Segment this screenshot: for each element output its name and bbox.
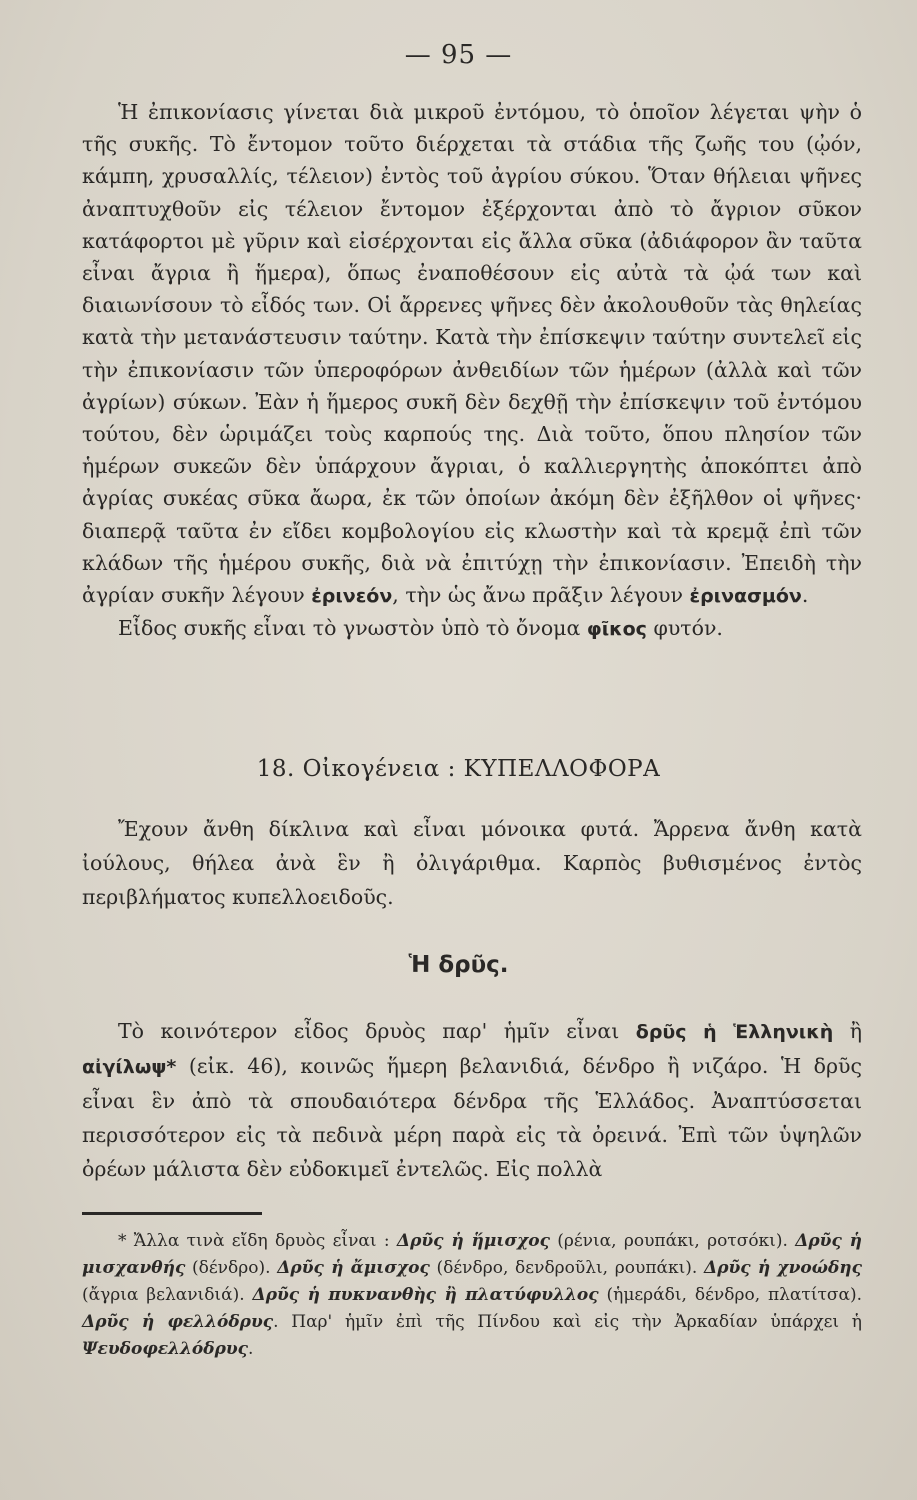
paragraph-pollination	[82, 96, 862, 612]
paragraph-text: .	[801, 583, 809, 608]
paragraph-text: Τὸ κοινότερον εἶδος δρυὸς παρ' ἡμῖν εἶναι	[118, 1019, 636, 1043]
footnote-text: (ἄγρια βελανιδιά).	[82, 1285, 253, 1305]
paragraph-text: , τὴν ὡς ἄνω πρᾶξιν λέγουν	[392, 583, 690, 608]
term-greek-oak: δρῦς ἡ Ἑλληνικὴ	[635, 1021, 834, 1043]
footnote-text: (ἡμεράδι, δένδρο, πλατίτσα).	[598, 1285, 863, 1305]
footnote-term: Δρῦς ἡ μισχανθής	[82, 1231, 863, 1278]
footnote-term: Δρῦς ἡ ἥμισχος	[396, 1231, 550, 1251]
footnote-text: (δένδρο).	[185, 1258, 278, 1278]
footnote-text: . Παρ' ἡμῖν ἐπὶ τῆς Πίνδου καὶ εἰς τὴν Ἀρκαδίαν ὑπάρχει ἡ	[273, 1312, 862, 1332]
footnote-text: (ρένια, ρουπάκι, ροτσόκι).	[549, 1231, 796, 1251]
footnote-term: Δρῦς ἡ φελλόδρυς	[82, 1312, 274, 1332]
page-number: — 95 —	[404, 40, 513, 70]
term-aigilops: αἰγίλωψ*	[82, 1056, 177, 1078]
paragraph-text: Εἶδος συκῆς εἶναι τὸ γνωστὸν ὑπὸ τὸ ὄνομα	[118, 616, 587, 641]
section-description	[82, 812, 862, 914]
footnote	[82, 1228, 862, 1363]
section-text: Ἔχουν ἄνθη δίκλινα καὶ εἶναι μόνοικα φυτά. Ἄρρενα ἄνθη κατὰ ἰούλους, θήλεα ἀνὰ ἓν ἢ ὀλιγάριθμα. Καρπὸς βυθισμένος ἐντὸς περιβλήματος κυπελλοειδοῦς.	[82, 817, 862, 909]
main-text	[82, 96, 862, 645]
paragraph-oak	[82, 1014, 862, 1186]
footnote-text: (δένδρο, δενδροῦλι, ρουπάκι).	[429, 1258, 705, 1278]
footnote-term: Ψευδοφελλόδρυς	[82, 1339, 249, 1359]
footnote-term: Δρῦς ἡ πυκνανθὴς ἢ πλατύφυλλος	[252, 1285, 599, 1305]
paragraph-text: (εἰκ. 46), κοινῶς ἥμερη βελανιδιά, δένδρο ἢ νιζάρο. Ἡ δρῦς εἶναι ἓν ἀπὸ τὰ σπουδαιότερα δένδρα τῆς Ἑλλάδος. Ἀναπτύσσεται περισσότερον εἰς τὰ πεδινὰ μέρη παρὰ εἰς τὰ ὀρεινά. Ἐπὶ τῶν ὑψηλῶν ὀρέων μάλιστα δὲν εὐδοκιμεῖ ἐντελῶς. Εἰς πολλὰ	[82, 1054, 862, 1181]
subheading-oak: Ἡ δρῦς.	[408, 952, 509, 978]
paragraph-text: ἢ	[833, 1019, 862, 1043]
footnote-term: Δρῦς ἡ ἄμισχος	[277, 1258, 430, 1278]
footnote-divider	[82, 1212, 262, 1215]
footnote-term: Δρῦς ἡ χνοώδης	[704, 1258, 862, 1278]
paragraph-text: φυτόν.	[646, 616, 723, 641]
term-fikos: φῖκος	[586, 618, 647, 641]
footnote-text: .	[248, 1339, 254, 1359]
section-heading: 18. Οἰκογένεια : ΚΥΠΕΛΛΟΦΟΡΑ	[256, 756, 661, 782]
term-erineon: ἐρινεόν	[311, 585, 393, 608]
footnote-text: * Ἄλλα τινὰ εἴδη δρυὸς εἶναι :	[118, 1231, 397, 1251]
term-erinasmon: ἐρινασμόν	[689, 585, 802, 608]
paragraph-text: Ἡ ἐπικονίασις γίνεται διὰ μικροῦ ἐντόμου, τὸ ὁποῖον λέγεται ψὴν ὁ τῆς συκῆς. Τὸ ἔντομον τοῦτο διέρχεται τὰ στάδια τῆς ζωῆς του (ᾠόν, κάμπη, χρυσαλλίς, τέλειον) ἐντὸς τοῦ ἀγρίου σύκου. Ὅταν θήλειαι ψῆνες ἀναπτυχθοῦν εἰς τέλειον ἔντομον ἐξέρχονται ἀπὸ τὸ ἄγριον σῦκον κατάφορτοι μὲ γῦριν καὶ εἰσέρχονται εἰς ἄλλα σῦκα (ἀδιάφορον ἂν ταῦτα εἶναι ἄγρια ἢ ἥμερα), ὅπως ἐναποθέσουν εἰς αὐτὰ τὰ ᾠά των καὶ διαιωνίσουν τὸ εἶδός των. Οἱ ἄρρενες ψῆνες δὲν ἀκολουθοῦν τὰς θηλείας κατὰ τὴν μετανάστευσιν ταύτην. Κατὰ τὴν ἐπίσκεψιν ταύτην συντελεῖ εἰς τὴν ἐπικονίασιν τῶν ὑπεροφόρων ἀνθειδίων τῶν ἡμέρων (ἀλλὰ καὶ τῶν ἀγρίων) σύκων. Ἐὰν ἡ ἥμερος συκῆ δὲν δεχθῇ τὴν ἐπίσκεψιν τοῦ ἐντόμου τούτου, δὲν ὡριμάζει τοὺς καρπούς της. Διὰ τοῦτο, ὅπου πλησίον τῶν ἡμέρων συκεῶν δὲν ὑπάρχουν ἄγριαι, ὁ καλλιεργητὴς ἀποκόπτει ἀπὸ ἀγρίας συκέας σῦκα ἄωρα, ἐκ τῶν ὁποίων ἀκόμη δὲν ἐξῆλθον οἱ ψῆνες· διαπερᾷ ταῦτα ἐν εἴδει κομβολογίου εἰς κλωστὴν καὶ τὰ κρεμᾷ ἐπὶ τῶν κλάδων τῆς ἡμέρου συκῆς, διὰ νὰ ἐπιτύχῃ τὴν ἐπικονίασιν. Ἐπειδὴ τὴν ἀγρίαν συκῆν λέγουν	[82, 100, 862, 608]
paragraph-fikos	[82, 612, 862, 645]
